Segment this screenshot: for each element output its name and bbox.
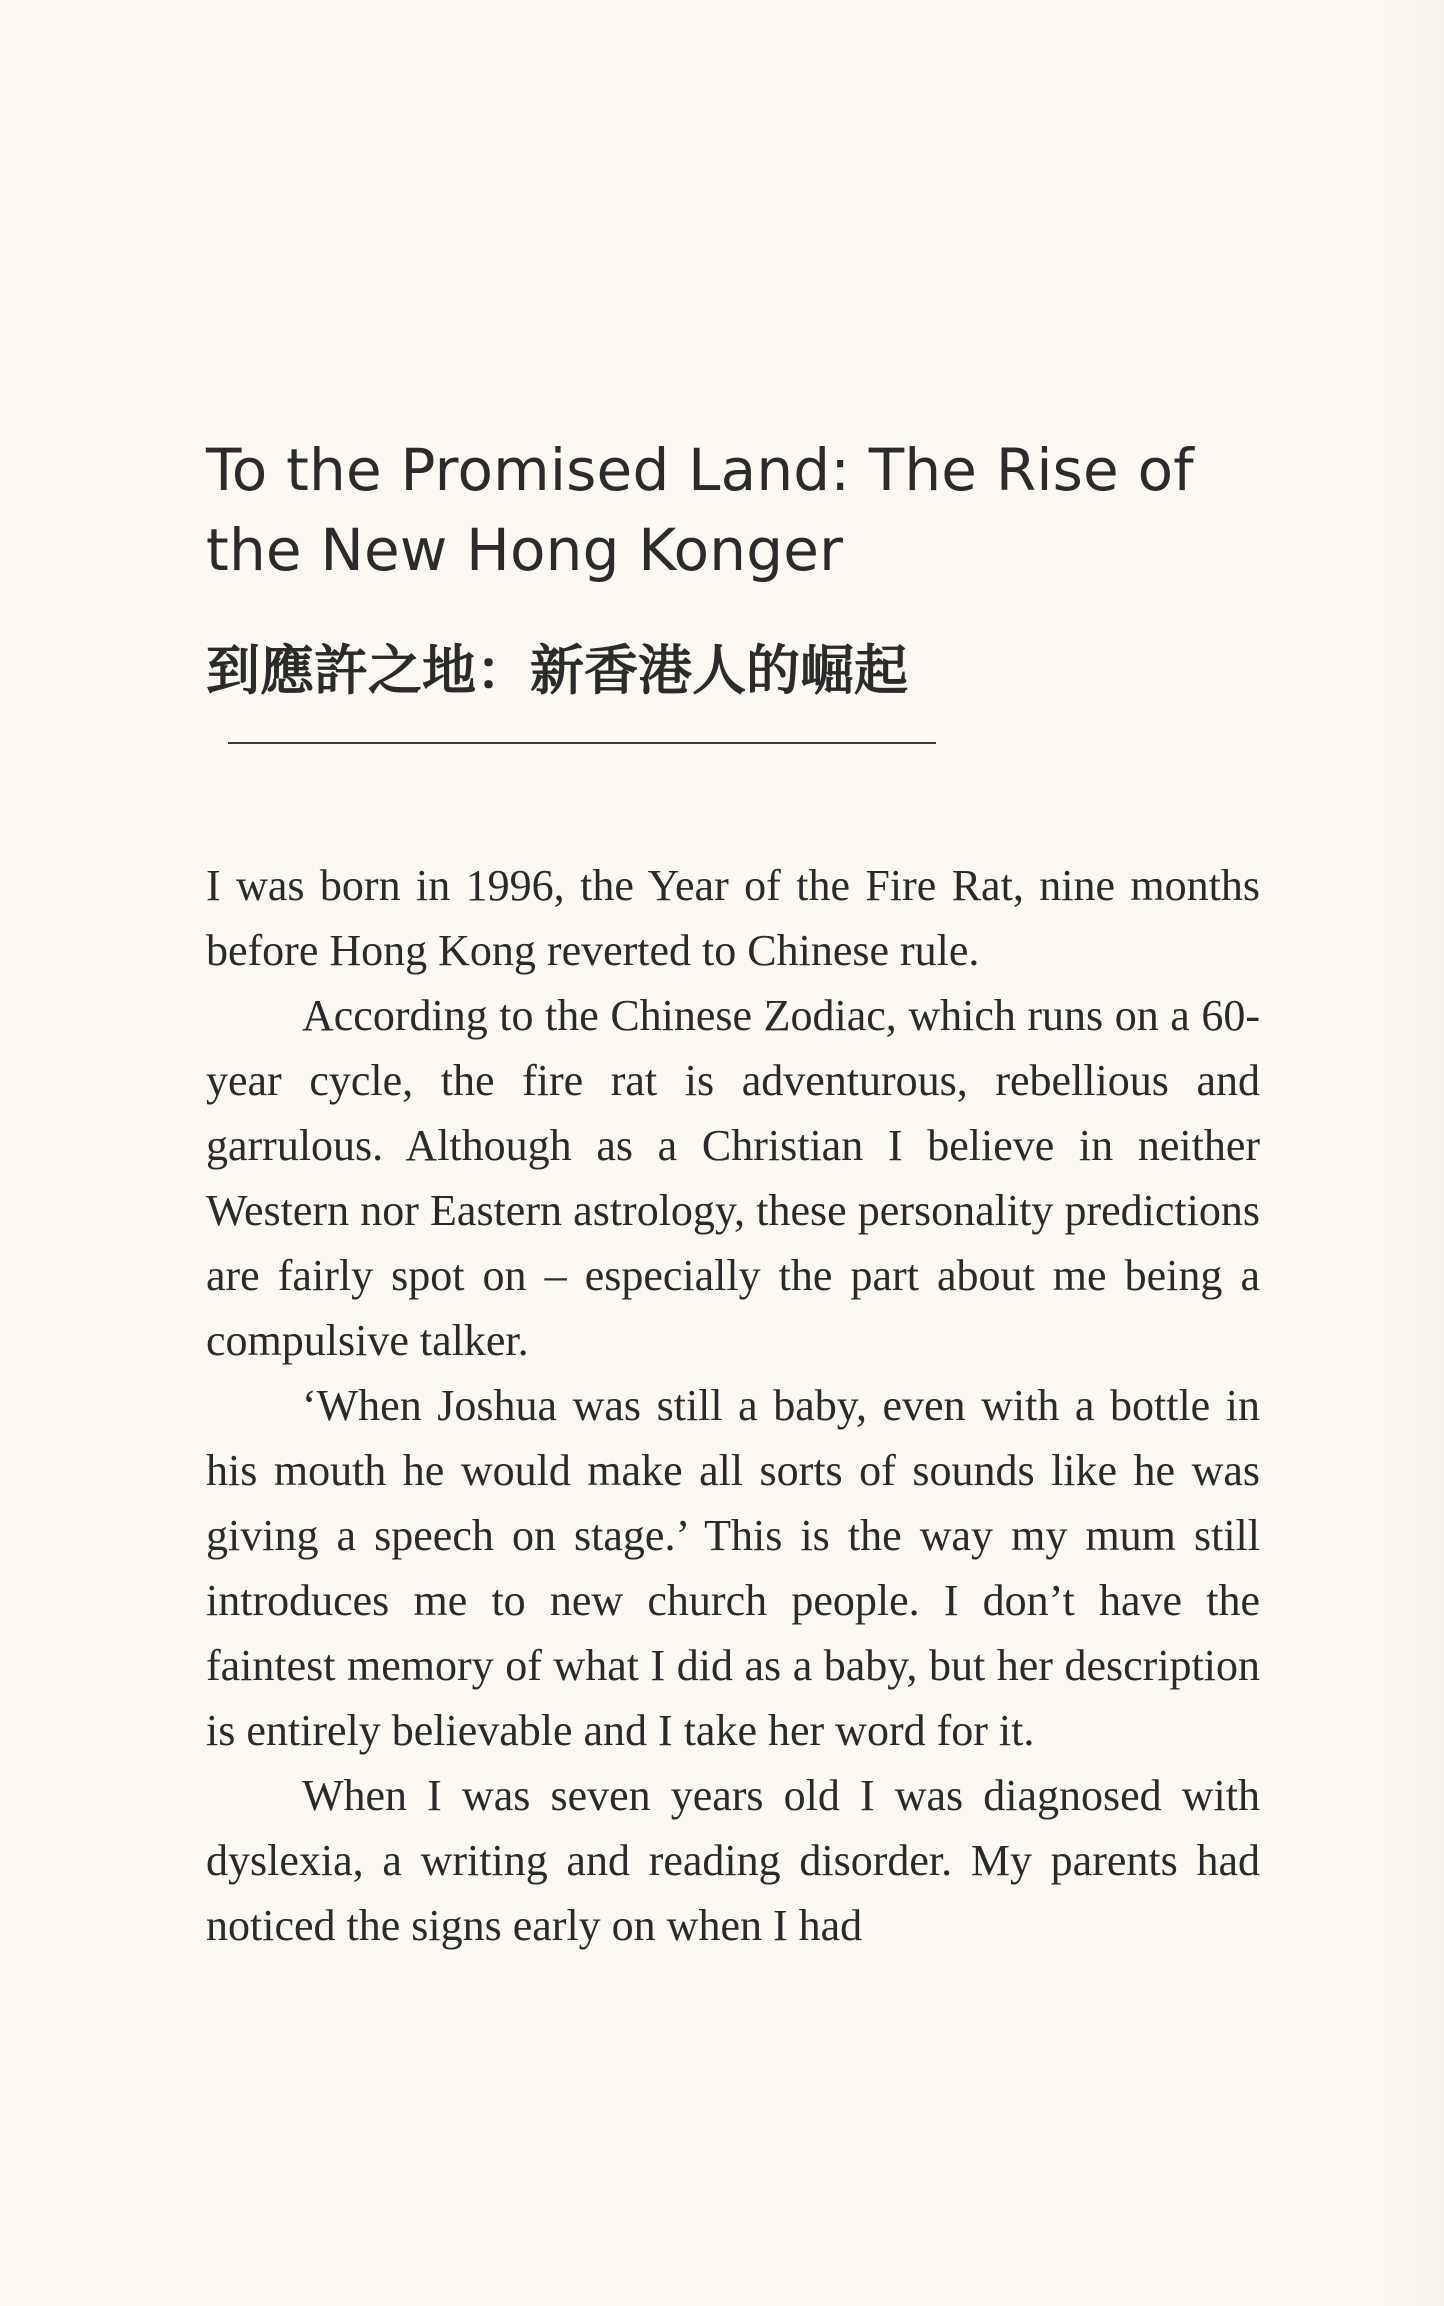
chapter-title-chinese: 到應許之地：新香港人的崛起 bbox=[206, 638, 908, 702]
page-edge-shade bbox=[1384, 0, 1444, 2306]
chapter-title bbox=[206, 430, 1266, 590]
body-text bbox=[206, 853, 1260, 1958]
paragraph-2: According to the Chinese Zodiac, which runs on a 60-year cycle, the fire rat is adventurous, rebellious and garrulous. Although as a Christian I believe in neither Western nor Eastern astrology, these personality predictions are fairly spot on – especially the part about me being a compulsive talker. bbox=[206, 991, 1260, 1365]
paragraph-4: When I was seven years old I was diagnosed with dyslexia, a writing and reading disorder. My parents had noticed the signs early on when I had bbox=[206, 1771, 1260, 1950]
chapter-title-line-1: To the Promised Land: The Rise of bbox=[206, 436, 1194, 504]
title-divider bbox=[228, 742, 936, 744]
paragraph-3: ‘When Joshua was still a baby, even with a bottle in his mouth he would make all sorts of sounds like he was giving a speech on stage.’ This is the way my mum still introduces me to new church people. I don’t have the faintest memory of what I did as a baby, but her description is entirely believable and I take her word for it. bbox=[206, 1381, 1260, 1755]
paragraph-1: I was born in 1996, the Year of the Fire Rat, nine months before Hong Kong reverted to Chinese rule. bbox=[206, 861, 1260, 975]
chapter-title-line-2: the New Hong Konger bbox=[206, 516, 844, 584]
